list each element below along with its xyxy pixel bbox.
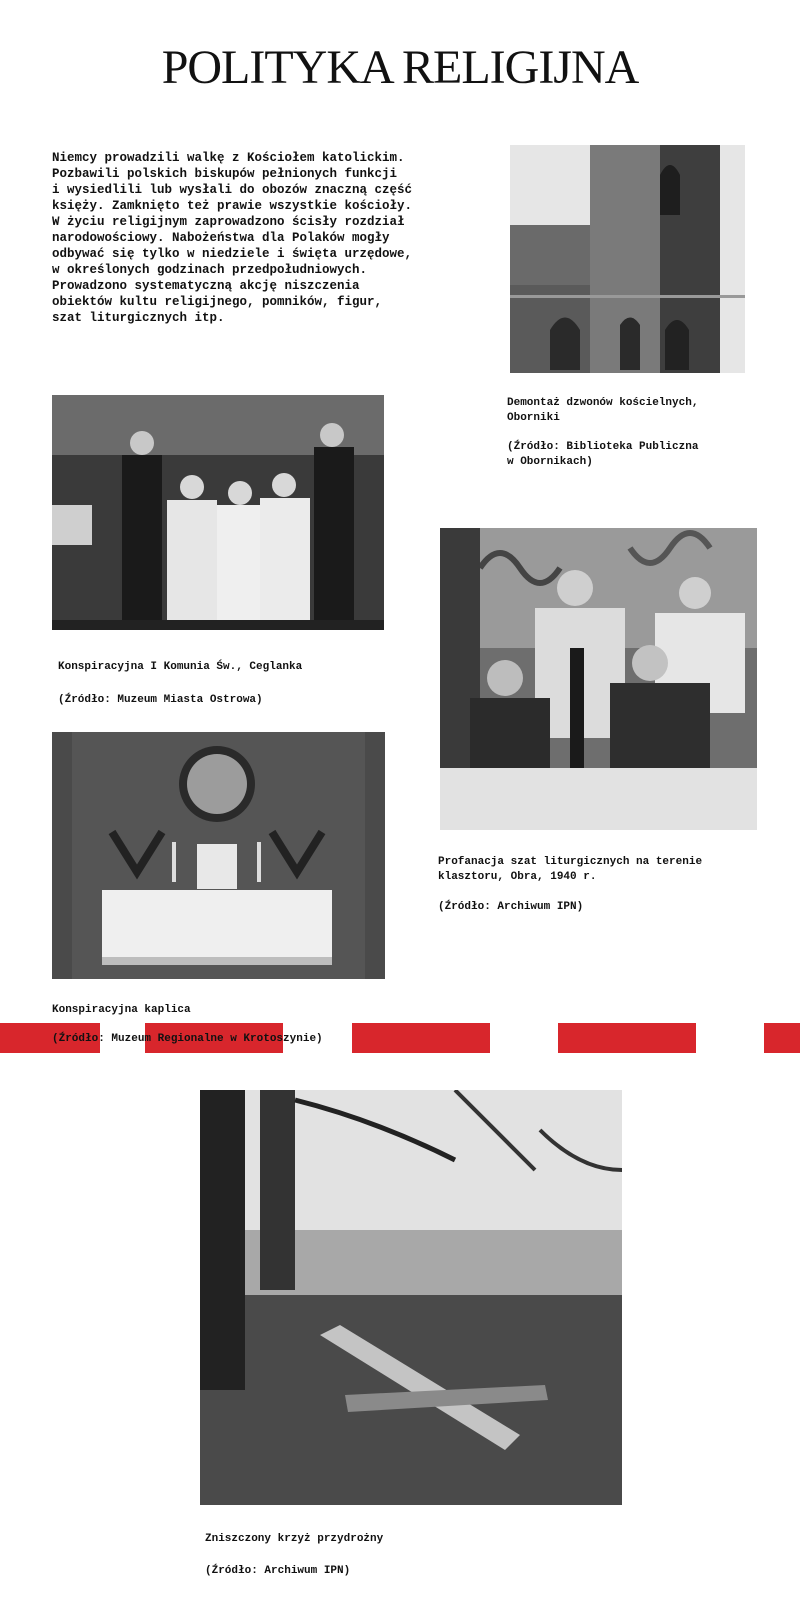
church-photo [510, 145, 745, 373]
chapel-photo [52, 732, 385, 979]
cross-source: (Źródło: Archiwum IPN) [205, 1565, 351, 1577]
cross-caption: Zniszczony krzyż przydrożny [205, 1533, 384, 1545]
communion-photo [52, 395, 384, 630]
page-title: POLITYKA RELIGIJNA [161, 41, 639, 94]
chapel-source: (Źródło: Muzeum Regionalne w Krotoszynie) [52, 1033, 323, 1045]
church-source: (Źródło: Biblioteka Publiczna w Obornikach) [507, 441, 699, 468]
red-stripe-segment [764, 1023, 800, 1053]
communion-caption: Konspiracyjna I Komunia Św., Ceglanka [58, 661, 303, 673]
church-caption: Demontaż dzwonów kościelnych, Oborniki [507, 397, 699, 424]
intro-text: Niemcy prowadzili walkę z Kościołem katolickim. Pozbawili polskich biskupów pełnionych funkcji i wysiedlili lub wysłali do obozów znaczną część księży. Zamknięto też prawie wszystkie kościoły. W życiu religijnym zaprowadzono ścisły rozdział narodowościowy. Nabożeństwa dla Polaków mogły odbywać się tylko w niedziele i święta urzędowe, w określonych godzinach przedpołudniowych. Prowadzono systematyczną akcję niszczenia obiektów kultu religijnego, pomników, figur, szat liturgicznych itp. [52, 151, 413, 325]
red-stripe-segment [558, 1023, 696, 1053]
chapel-caption: Konspiracyjna kaplica [52, 1004, 191, 1016]
profanation-photo [440, 528, 757, 830]
red-stripe-segment [352, 1023, 490, 1053]
communion-source: (Źródło: Muzeum Miasta Ostrowa) [58, 694, 263, 706]
cross-photo [200, 1090, 622, 1505]
profanation-source: (Źródło: Archiwum IPN) [438, 901, 584, 913]
profanation-caption: Profanacja szat liturgicznych na terenie klasztoru, Obra, 1940 r. [438, 856, 703, 883]
